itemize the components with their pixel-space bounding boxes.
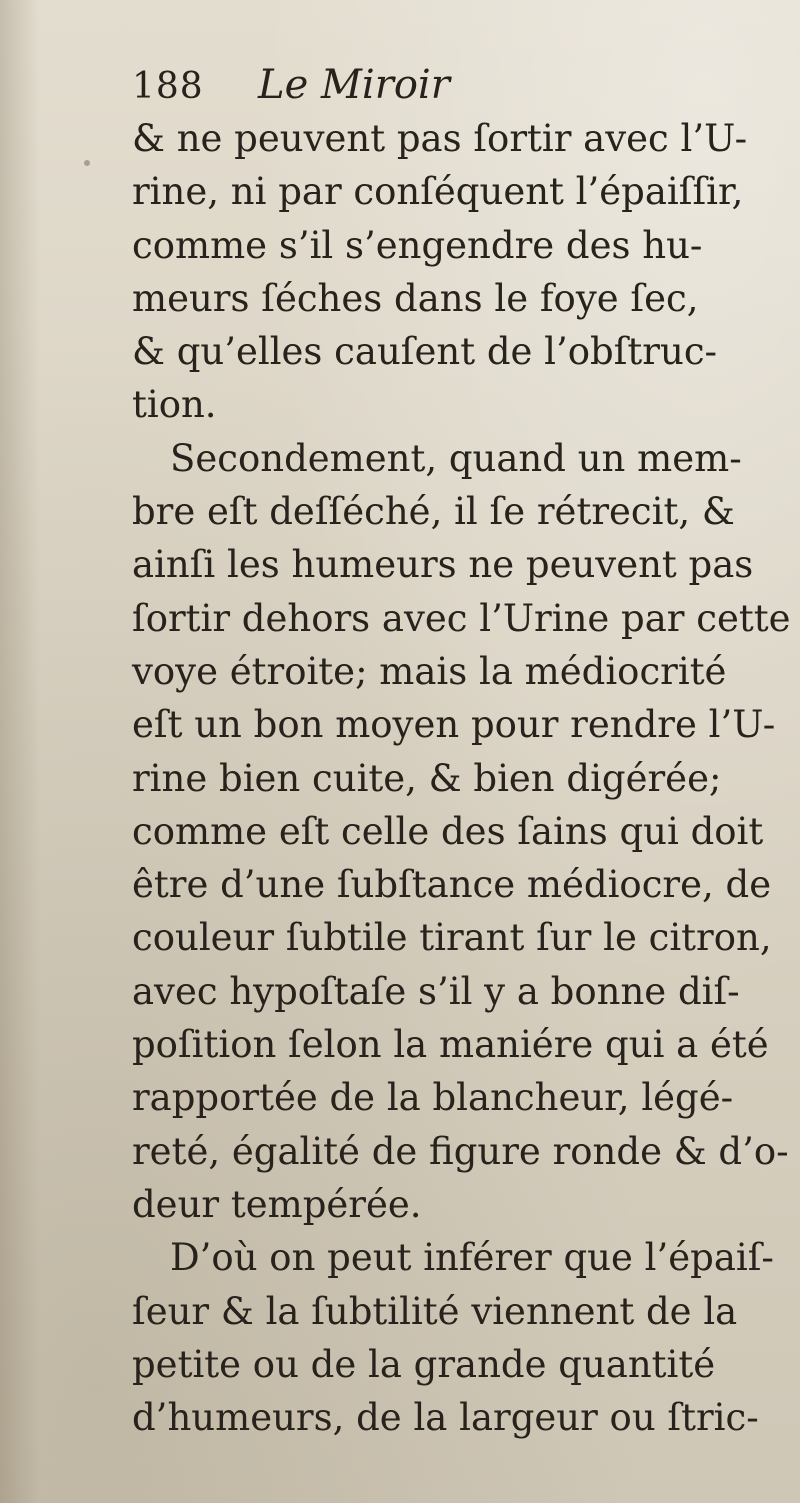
text-line: meurs ſéches dans le foye ſec, (132, 276, 699, 320)
paragraph-start-line: Secondement, quand un mem- (170, 436, 742, 480)
text-line: comme eſt celle des ſains qui doit (132, 809, 764, 853)
paragraph-start-line: D’où on peut inférer que l’épaiſ- (170, 1236, 774, 1280)
text-line: ainſi les humeurs ne peuvent pas (132, 543, 754, 587)
text-line: être d’une ſubſtance médiocre, de (132, 863, 772, 907)
page-header (132, 62, 752, 116)
text-line: ſortir dehors avec l’Urine par cette (132, 596, 791, 640)
text-line: bre eſt deſſéché, il ſe rétrecit, & (132, 490, 735, 534)
text-line: avec hypoſtaſe s’il y a bonne diſ- (132, 969, 740, 1013)
text-line: & qu’elles cauſent de l’obſtruc- (132, 330, 718, 374)
margin-mark (84, 160, 90, 166)
text-line: tion. (132, 383, 217, 427)
text-line: voye étroite; mais la médiocrité (132, 649, 727, 693)
page-shadow (0, 0, 40, 1503)
text-line: rine bien cuite, & bien digérée; (132, 756, 722, 800)
text-line: couleur ſubtile tirant ſur le citron, (132, 916, 772, 960)
text-line: deur tempérée. (132, 1182, 422, 1226)
text-line: ſeur & la ſubtilité viennent de la (132, 1289, 738, 1333)
text-line: d’humeurs, de la largeur ou ſtric- (132, 1396, 759, 1440)
page-number: 188 (132, 66, 204, 107)
text-line: & ne peuvent pas ſortir avec l’U- (132, 117, 748, 160)
body-text (132, 112, 791, 1444)
running-title: Le Miroir (258, 62, 450, 108)
text-line: petite ou de la grande quantité (132, 1342, 716, 1386)
text-line: eſt un bon moyen pour rendre l’U- (132, 703, 776, 747)
text-line: rapportée de la blancheur, légé- (132, 1076, 734, 1120)
text-line: rine, ni par conſéquent l’épaiſſir, (132, 170, 744, 214)
text-line: poſition ſelon la maniére qui a été (132, 1023, 769, 1067)
text-line: reté, égalité de figure ronde & d’o- (132, 1129, 789, 1173)
text-line: comme s’il s’engendre des hu- (132, 223, 703, 267)
